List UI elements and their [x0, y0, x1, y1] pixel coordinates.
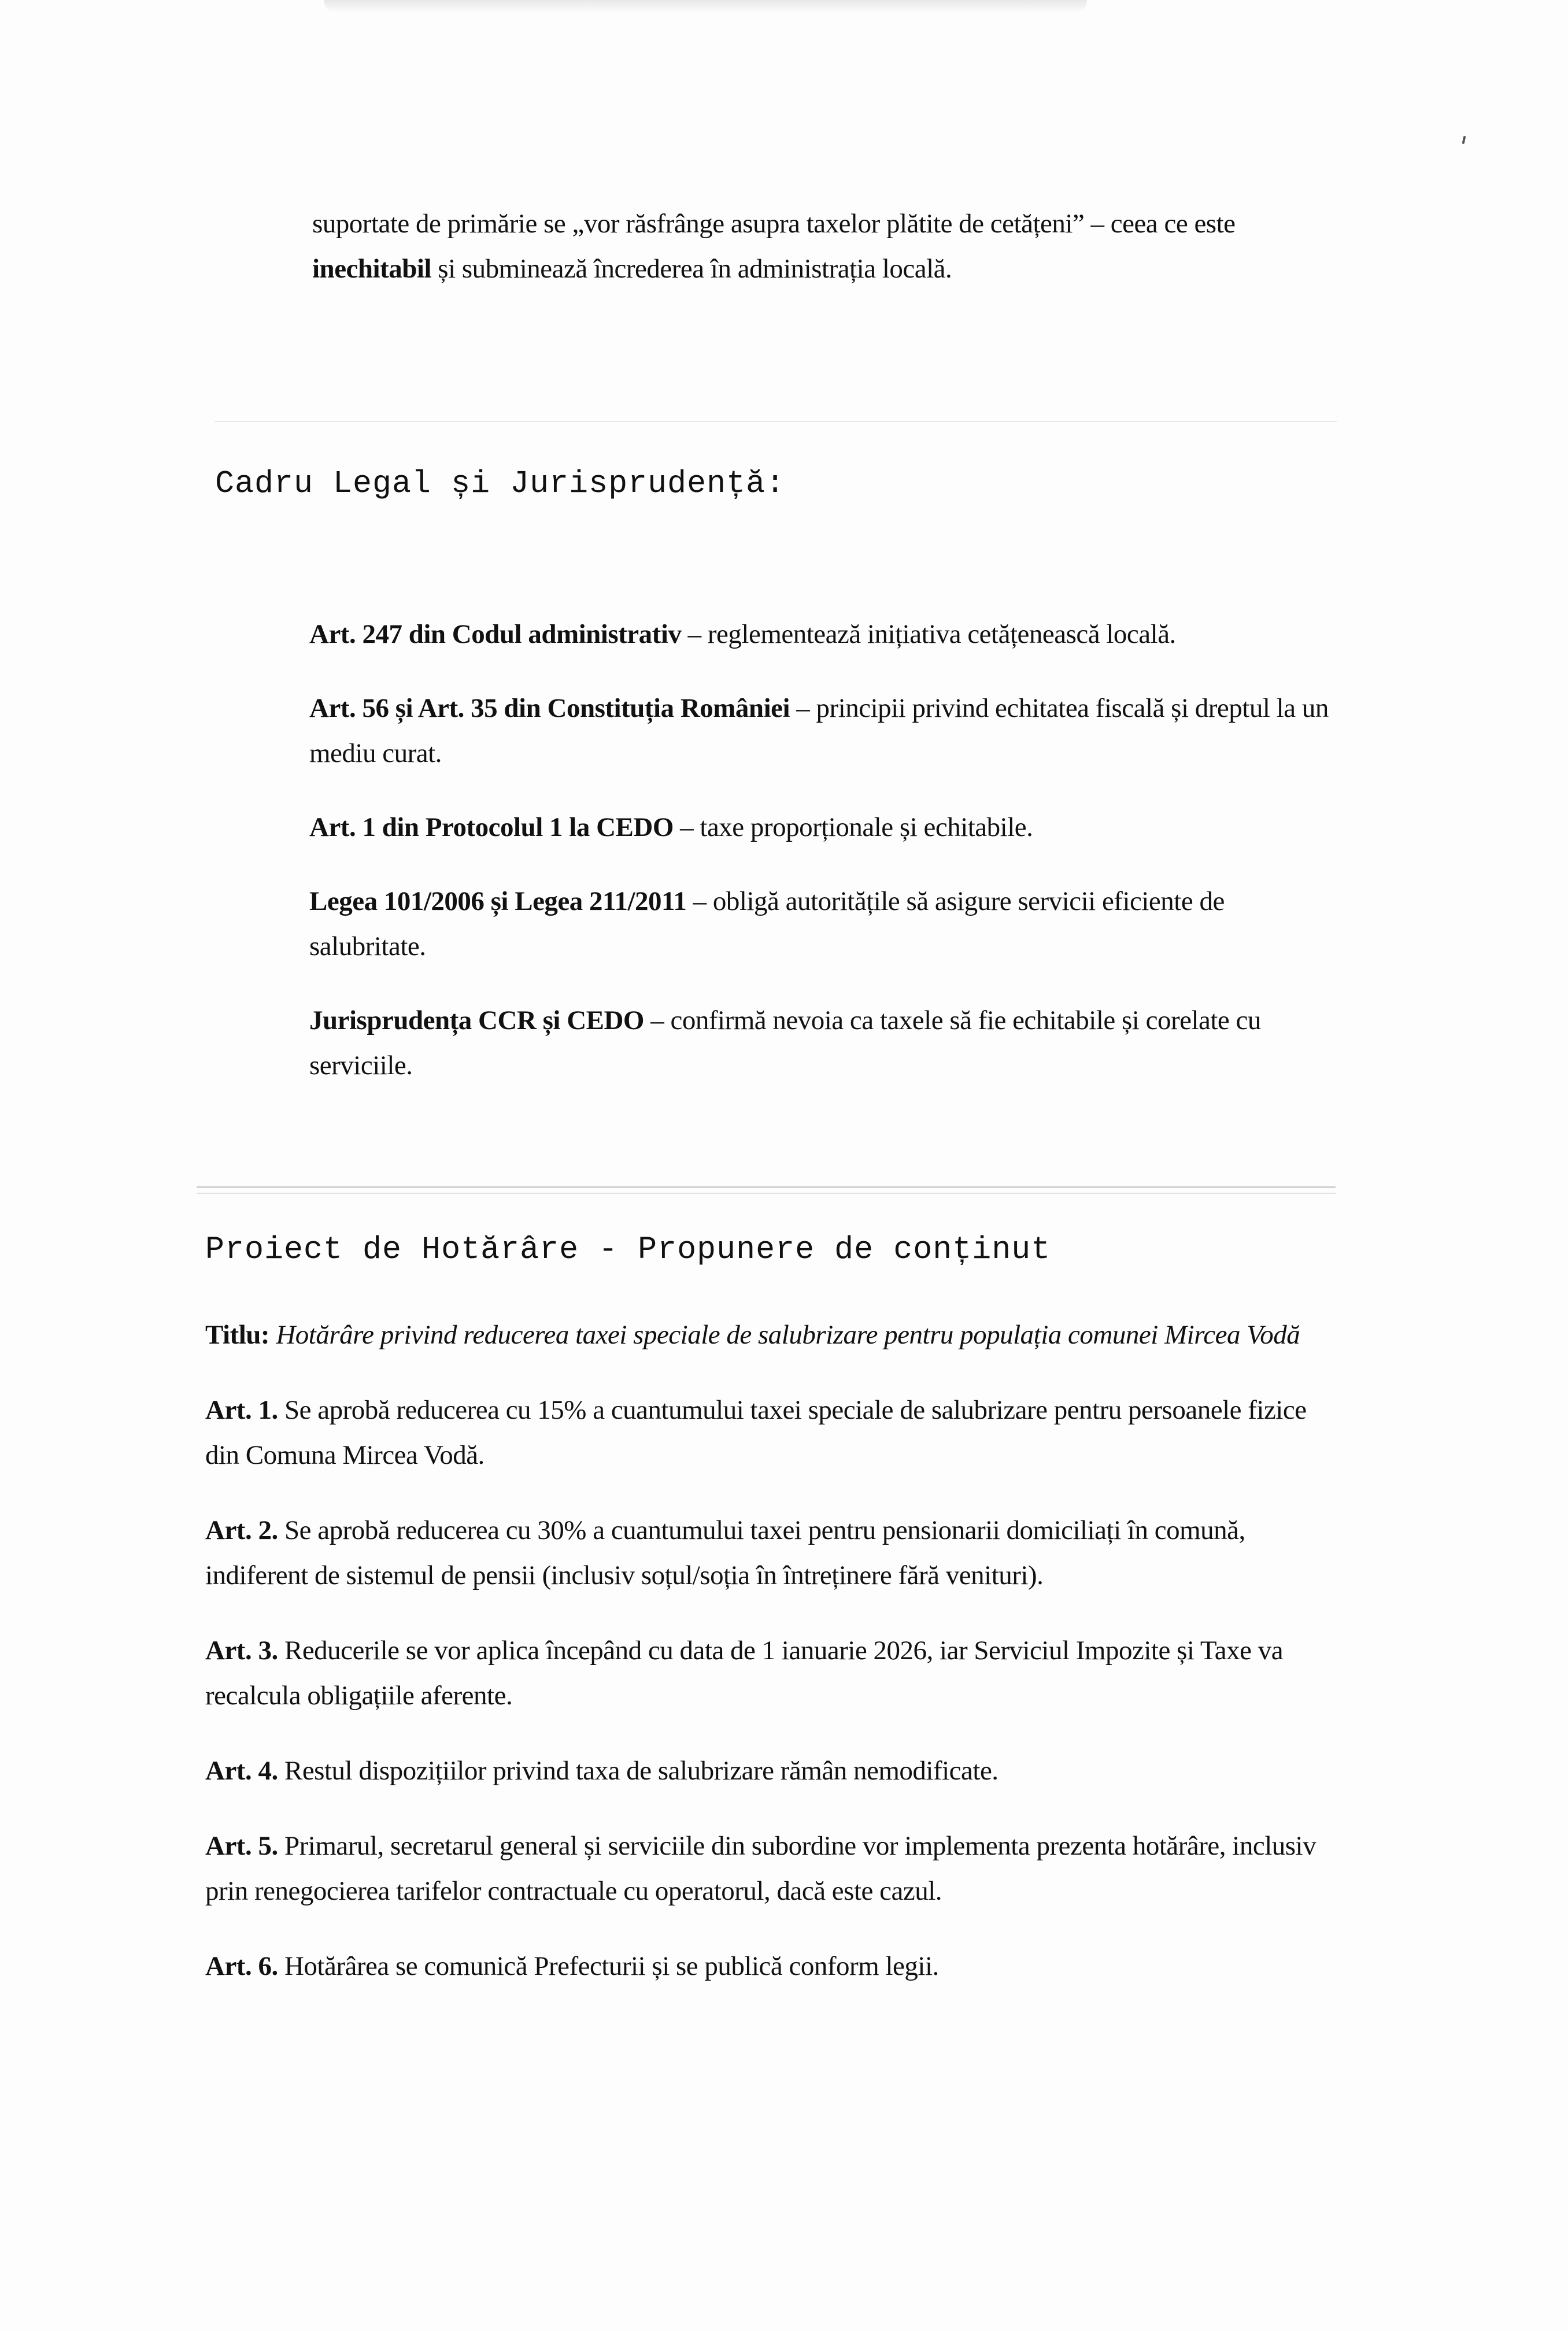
- intro-text: [312, 201, 1330, 291]
- article-text: Primarul, secretarul general și serviciile din subordine vor implementa prezenta hotărâre, inclusiv prin renegocierea tarifelor contractuale cu operatorul, dacă este cazul.: [205, 1831, 1316, 1906]
- legal-reference-source: Art. 1 din Protocolul 1 la CEDO: [309, 812, 674, 842]
- legal-reference-item: [309, 879, 1338, 969]
- article-2: [205, 1508, 1338, 1598]
- proposal-title-text: Hotărâre privind reducerea taxei speciale de salubrizare pentru populația comunei Mircea Vodă: [269, 1320, 1300, 1350]
- article-label: Art. 5.: [205, 1831, 278, 1861]
- legal-reference-source: Legea 101/2006 și Legea 211/2011: [309, 886, 687, 916]
- article-6: [205, 1944, 1338, 1989]
- proposal-section-heading: Proiect de Hotărâre - Propunere de conținut: [205, 1231, 1051, 1268]
- article-label: Art. 1.: [205, 1395, 278, 1425]
- legal-reference-source: Jurisprudența CCR și CEDO: [309, 1005, 644, 1035]
- article-text: Hotărârea se comunică Prefecturii și se publică conform legii.: [278, 1951, 939, 1981]
- article-1: [205, 1388, 1338, 1478]
- section-divider: [215, 421, 1337, 422]
- double-section-divider: [197, 1186, 1336, 1194]
- legal-references-list: [309, 612, 1338, 1117]
- legal-reference-description: – reglementează inițiativa cetățenească locală.: [681, 619, 1176, 649]
- legal-reference-item: [309, 805, 1338, 850]
- legal-reference-source: Art. 56 și Art. 35 din Constituția României: [309, 693, 790, 723]
- article-text: Se aprobă reducerea cu 30% a cuantumului taxei pentru pensionarii domiciliați în comună, indiferent de sistemul de pensii (inclusiv soțul/soția în întreținere fără venituri).: [205, 1515, 1245, 1590]
- intro-paragraph: [312, 201, 1330, 291]
- legal-reference-item: [309, 612, 1338, 657]
- article-label: Art. 4.: [205, 1756, 278, 1786]
- article-4: [205, 1748, 1338, 1793]
- proposal-title: [205, 1312, 1338, 1357]
- intro-text-bold: inechitabil: [312, 254, 432, 284]
- legal-reference-description: – obligă autoritățile să asigure servicii eficiente de salubritate.: [309, 886, 1225, 961]
- article-label: Art. 2.: [205, 1515, 278, 1545]
- legal-reference-description: – confirmă nevoia ca taxele să fie echitabile și corelate cu serviciile.: [309, 1005, 1261, 1081]
- legal-reference-item: [309, 998, 1338, 1088]
- article-text: Reducerile se vor aplica începând cu data de 1 ianuarie 2026, iar Serviciul Impozite și Taxe va recalcula obligațiile aferente.: [205, 1636, 1284, 1711]
- article-text: Restul dispozițiilor privind taxa de salubrizare rămân nemodificate.: [278, 1756, 999, 1786]
- article-label: Art. 6.: [205, 1951, 278, 1981]
- intro-text-part1: suportate de primărie se „vor răsfrânge asupra taxelor plătite de cetățeni” – ceea ce este: [312, 209, 1236, 239]
- scan-speck-mark: [1462, 136, 1466, 145]
- proposal-title-label: Titlu:: [205, 1320, 270, 1350]
- proposal-body: [205, 1312, 1338, 2019]
- legal-reference-description: – taxe proporționale și echitabile.: [673, 812, 1033, 842]
- article-label: Art. 3.: [205, 1636, 278, 1666]
- legal-section-heading: Cadru Legal și Jurisprudență:: [215, 465, 786, 502]
- article-5: [205, 1823, 1338, 1914]
- article-text: Se aprobă reducerea cu 15% a cuantumului taxei speciale de salubrizare pentru persoanele fizice din Comuna Mircea Vodă.: [205, 1395, 1307, 1470]
- legal-reference-item: [309, 686, 1338, 776]
- legal-reference-source: Art. 247 din Codul administrativ: [309, 619, 682, 649]
- article-3: [205, 1628, 1338, 1718]
- intro-text-part2: și subminează încrederea în administrația locală.: [431, 254, 952, 284]
- legal-reference-description: – principii privind echitatea fiscală și dreptul la un mediu curat.: [309, 693, 1329, 768]
- scan-page-edge-shadow: [324, 0, 1087, 13]
